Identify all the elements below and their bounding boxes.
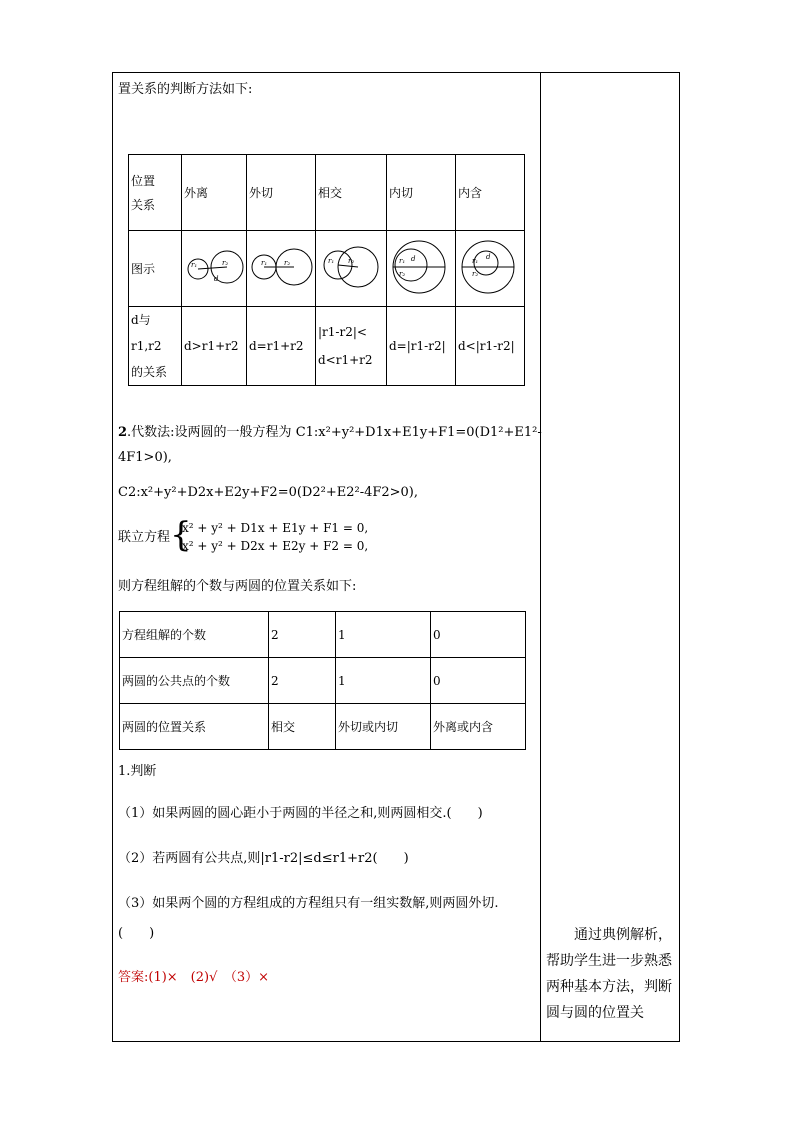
judge-title: 1.判断 [118,764,157,779]
svg-text:r₁: r₁ [328,257,335,265]
algebra-line-2: C2:x²+y²+D2x+E2y+F2=0(D2²+E2²-4F2>0), [118,485,419,500]
teaching-note: 通过典例解析，帮助学生进一步熟悉两种基本方法，判断圆与圆的位置关 [546,927,672,1021]
svg-text:r₂: r₂ [399,270,406,278]
column-divider [540,72,541,1042]
position-relation-table [128,154,525,386]
svg-text:d: d [486,253,491,261]
relation-label: d与r1,r2 的关系 [129,307,182,386]
t2-r3-label: 两圆的位置关系 [120,704,269,750]
system-label: 联立方程 [118,530,171,545]
t2-r1-c3: 0 [431,612,526,658]
svg-text:r₁: r₁ [472,257,479,265]
t2-r1-c2: 1 [336,612,431,658]
header-cell-waiqie: 外切 [247,155,316,231]
svg-text:r₁: r₁ [261,259,268,267]
diagram-xiangjiao [316,231,387,307]
svg-text:r₁: r₁ [191,261,198,269]
relation-neihan: d<|r1-r2| [456,307,525,386]
algebra-line-1b: 4F1>0), [118,450,172,465]
t2-r2-c3: 0 [431,658,526,704]
svg-text:r₂: r₂ [348,257,355,265]
system-eq-2: x² + y² + D2x + E2y + F2 = 0, [182,539,369,553]
header-cell-neiqie: 内切 [387,155,456,231]
table2-intro: 则方程组解的个数与两圆的位置关系如下: [118,579,357,594]
header-cell-xiangjiao: 相交 [316,155,387,231]
relation-waili: d>r1+r2 [182,307,247,386]
t2-r3-c1: 相交 [269,704,336,750]
svg-text:r₂: r₂ [222,259,229,267]
t2-r1-c1: 2 [269,612,336,658]
judge-q3-blank: ( ) [118,926,155,941]
judge-answer: 答案:(1)× (2)√ （3）× [118,970,270,985]
judge-q1: （1）如果两圆的圆心距小于两圆的半径之和,则两圆相交.( ) [118,806,483,821]
header-cell-neihan: 内含 [456,155,525,231]
relation-waiqie: d=r1+r2 [247,307,316,386]
t2-r2-c1: 2 [269,658,336,704]
t2-r2-c2: 1 [336,658,431,704]
svg-text:r₂: r₂ [284,259,291,267]
separate-circles-icon [184,237,244,297]
contained-circles-icon [458,235,522,299]
header-cell-position: 位置 关系 [129,155,182,231]
relation-neiqie: d=|r1-r2| [387,307,456,386]
intro-text: 置关系的判断方法如下: [118,82,253,97]
solution-count-table [119,611,526,750]
t2-r1-label: 方程组解的个数 [120,612,269,658]
algebra-line-1: 2.代数法:设两圆的一般方程为 C1:x²+y²+D1x+E1y+F1=0(D1²+E1²- [118,425,542,440]
diagram-neihan [456,231,525,307]
t2-r2-label: 两圆的公共点的个数 [120,658,269,704]
internal-tangent-icon [389,235,453,299]
diagram-neiqie [387,231,456,307]
t2-r3-c3: 外离或内含 [431,704,526,750]
svg-text:d: d [214,275,219,283]
diagram-waili [182,231,247,307]
header-cell-waili: 外离 [182,155,247,231]
system-brace: { [170,515,192,555]
system-eq-1: x² + y² + D1x + E1y + F1 = 0, [182,521,369,535]
diagram-label: 图示 [129,231,182,307]
intersecting-circles-icon [318,235,384,299]
judge-q3: （3）如果两个圆的方程组成的方程组只有一组实数解,则两圆外切. [118,896,499,911]
relation-xiangjiao: |r1-r2|< d<r1+r2 [316,307,387,386]
judge-q2: （2）若两圆有公共点,则|r1-r2|≤d≤r1+r2( ) [118,851,409,866]
diagram-waiqie [247,231,316,307]
external-tangent-icon [249,237,313,297]
t2-r3-c2: 外切或内切 [336,704,431,750]
svg-text:d: d [411,255,416,263]
svg-text:r₂: r₂ [472,270,479,278]
svg-text:r₁: r₁ [399,257,406,265]
